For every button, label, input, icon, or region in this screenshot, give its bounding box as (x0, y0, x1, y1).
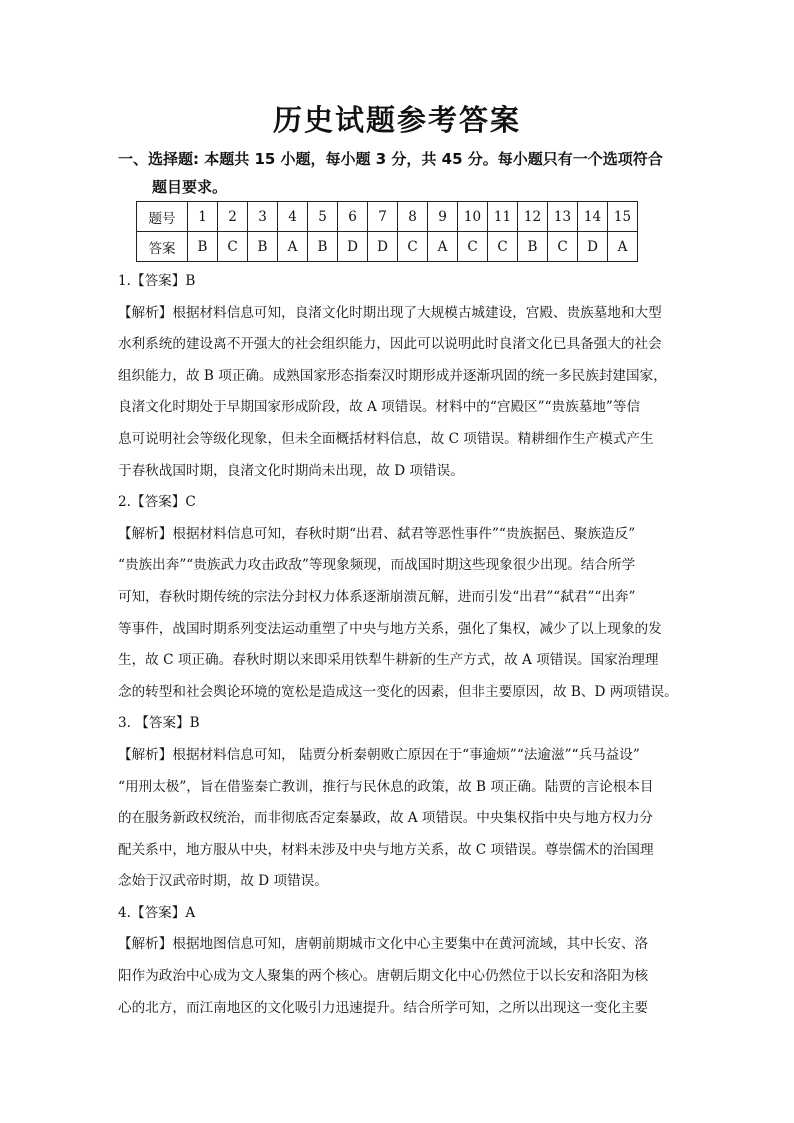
answer-cell: B (188, 232, 218, 262)
section-heading-line1: 一、选择题: 本题共 15 小题，每小题 3 分，共 45 分。每小题只有一个选项符合 (118, 150, 663, 168)
answer-cell: A (608, 232, 638, 262)
text-line: 4.【答案】A (118, 904, 196, 921)
question-number-cell: 11 (488, 202, 518, 232)
text-line: “用刑太极”，旨在借鉴秦亡教训，推行与民休息的政策，故 B 项正确。陆贾的言论根本目 (118, 778, 654, 795)
text-line: 配关系中，地方服从中央，材料未涉及中央与地方关系，故 C 项错误。尊崇儒术的治国理 (118, 841, 654, 858)
question-number-cell: 15 (608, 202, 638, 232)
text-line: 组织能力，故 B 项正确。成熟国家形态指秦汉时期形成并逐渐巩固的统一多民族封建国家， (118, 367, 667, 384)
text-line: “贵族出奔”“贵族武力攻击政敌”等现象频现，而战国时期这些现象很少出现。结合所学 (118, 557, 636, 574)
answer-cell: C (398, 232, 428, 262)
text-line: 生，故 C 项正确。春秋时期以来即采用铁犁牛耕新的生产方式，故 A 项错误。国家治理理 (118, 652, 659, 669)
text-line: 【解析】根据地图信息可知，唐朝前期城市文化中心主要集中在黄河流域，其中长安、洛 (118, 936, 649, 953)
question-number-cell: 12 (518, 202, 548, 232)
question-number-cell: 8 (398, 202, 428, 232)
answer-cell: C (548, 232, 578, 262)
text-line: 于春秋战国时期，良渚文化时期尚未出现，故 D 项错误。 (118, 462, 464, 479)
question-number-cell: 4 (278, 202, 308, 232)
answer-cell: A (428, 232, 458, 262)
text-line: 2.【答案】C (118, 494, 196, 511)
explanations (118, 266, 684, 1024)
answer-cell: C (218, 232, 248, 262)
question-number-cell: 14 (578, 202, 608, 232)
text-line: 【解析】根据材料信息可知， 陆贾分析秦朝败亡原因在于“事逾烦”“法逾滋”“兵马益设” (118, 746, 640, 763)
answer-cell: B (248, 232, 278, 262)
text-line: 3. 【答案】B (118, 715, 200, 732)
answer-table (136, 201, 638, 262)
text-line: 心的北方，而江南地区的文化吸引力迅速提升。结合所学可知，之所以出现这一变化主要 (118, 999, 649, 1016)
page-title: 历史试题参考答案 (272, 103, 521, 137)
section-heading (118, 145, 688, 201)
question-number-cell: 9 (428, 202, 458, 232)
text-line: 念始于汉武帝时期，故 D 项错误。 (118, 873, 328, 890)
answer-cell: B (308, 232, 338, 262)
answer-cell: C (458, 232, 488, 262)
answer-table-number-row (137, 202, 638, 232)
answer-cell: D (338, 232, 368, 262)
question-number-cell: 5 (308, 202, 338, 232)
text-line: 息可说明社会等级化现象，但未全面概括材料信息，故 C 项错误。精耕细作生产模式产生 (118, 430, 654, 447)
text-line: 可知，春秋时期传统的宗法分封权力体系逐渐崩溃瓦解，进而引发“出君”“弑君”“出奔” (118, 588, 636, 605)
text-line: 【解析】根据材料信息可知，春秋时期“出君、弑君等恶性事件”“贵族据邑、聚族造反” (118, 525, 636, 542)
section-heading-line2: 题目要求。 (152, 178, 228, 196)
question-number-cell: 10 (458, 202, 488, 232)
text-line: 水利系统的建设离不开强大的社会组织能力，因此可以说明此时良渚文化已具备强大的社会 (118, 336, 662, 353)
answer-cell: A (278, 232, 308, 262)
answer-cell: D (578, 232, 608, 262)
answer-cell: D (368, 232, 398, 262)
text-line: 阳作为政治中心成为文人聚集的两个核心。唐朝后期文化中心仍然位于以长安和洛阳为核 (118, 968, 649, 985)
question-number-cell: 2 (218, 202, 248, 232)
text-line: 良渚文化时期处于早期国家形成阶段，故 A 项错误。材料中的“宫殿区”“贵族墓地”等信 (118, 399, 641, 416)
question-number-cell: 3 (248, 202, 278, 232)
answer-cell: C (488, 232, 518, 262)
question-number-cell: 13 (548, 202, 578, 232)
text-line: 念的转型和社会舆论环境的宽松是造成这一变化的因素，但非主要原因，故 B、D 两项错误。 (118, 683, 678, 700)
answer-header: 答案 (137, 232, 188, 262)
answer-cell: B (518, 232, 548, 262)
text-line: 的在服务新政权统治，而非彻底否定秦暴政，故 A 项错误。中央集权指中央与地方权力分 (118, 810, 654, 827)
question-number-cell: 1 (188, 202, 218, 232)
text-line: 等事件，战国时期系列变法运动重塑了中央与地方关系，强化了集权，减少了以上现象的发 (118, 620, 662, 637)
question-number-cell: 6 (338, 202, 368, 232)
text-line: 1.【答案】B (118, 273, 196, 289)
number-header: 题号 (137, 202, 188, 232)
question-number-cell: 7 (368, 202, 398, 232)
text-line: 【解析】根据材料信息可知，良渚文化时期出现了大规模古城建设，宫殿、贵族墓地和大型 (118, 304, 662, 321)
answer-table-answer-row (137, 232, 638, 262)
